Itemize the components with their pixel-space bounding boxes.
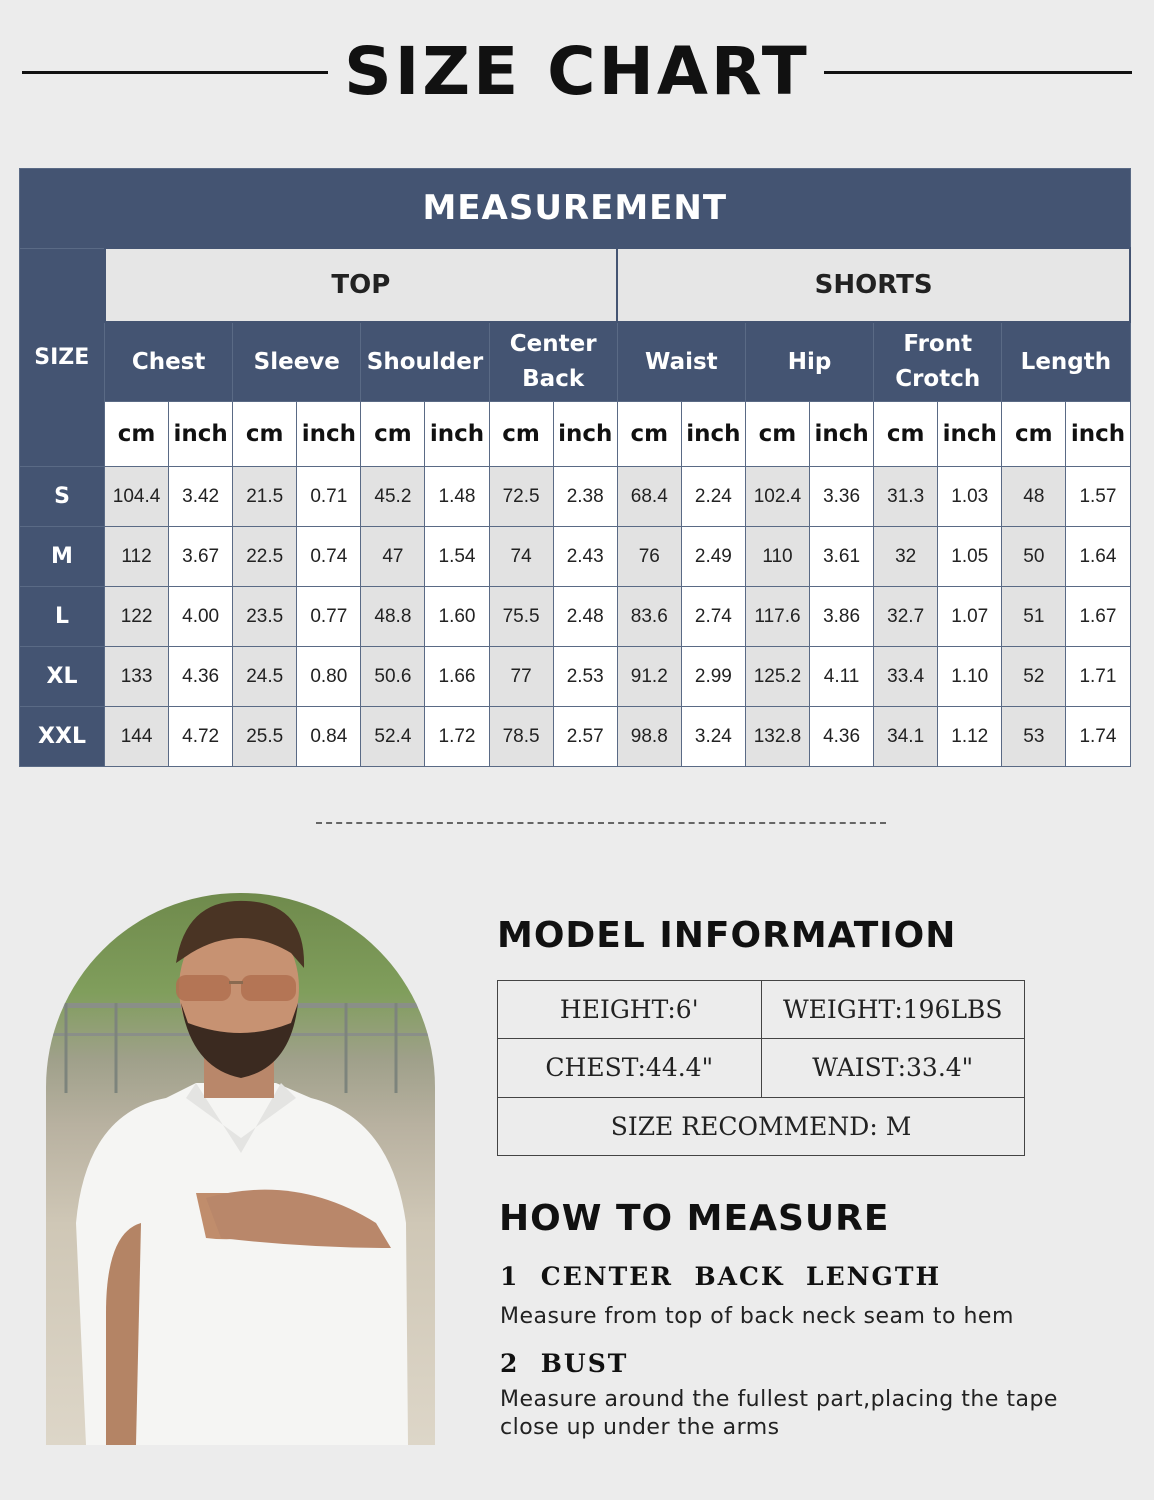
model-illustration xyxy=(46,893,435,1445)
table-row xyxy=(20,587,1131,647)
group-header-top: TOP xyxy=(105,248,618,322)
table-cell: 1.07 xyxy=(938,587,1002,647)
unit-header: inch xyxy=(169,402,233,467)
step-text: Measure from top of back neck seam to hem xyxy=(500,1304,1014,1329)
title-row xyxy=(0,30,1154,114)
unit-header: inch xyxy=(810,402,874,467)
table-cell: 1.66 xyxy=(425,647,489,707)
step-title: 1 CENTER BACK LENGTH xyxy=(500,1262,942,1291)
table-cell: 2.53 xyxy=(553,647,617,707)
table-cell: 104.4 xyxy=(105,467,169,527)
table-cell: 1.05 xyxy=(938,527,1002,587)
table-cell: 4.11 xyxy=(810,647,874,707)
table-cell: 3.24 xyxy=(681,707,745,767)
how-to-measure-title: HOW TO MEASURE xyxy=(499,1198,890,1239)
measure-header xyxy=(874,322,1002,402)
table-cell: 68.4 xyxy=(617,467,681,527)
table-cell: 3.61 xyxy=(810,527,874,587)
table-cell: 45.2 xyxy=(361,467,425,527)
table-cell: 4.00 xyxy=(169,587,233,647)
table-cell: 3.86 xyxy=(810,587,874,647)
table-cell: 52.4 xyxy=(361,707,425,767)
table-cell: 110 xyxy=(745,527,809,587)
step-title: 2 BUST xyxy=(500,1349,629,1378)
table-cell: 91.2 xyxy=(617,647,681,707)
measure-header: Sleeve xyxy=(233,322,361,402)
table-cell: 21.5 xyxy=(233,467,297,527)
table-cell: 3.42 xyxy=(169,467,233,527)
table-cell: 72.5 xyxy=(489,467,553,527)
table-cell: 23.5 xyxy=(233,587,297,647)
table-cell: 76 xyxy=(617,527,681,587)
table-cell: 24.5 xyxy=(233,647,297,707)
table-cell: 1.72 xyxy=(425,707,489,767)
table-cell: 2.38 xyxy=(553,467,617,527)
size-label: XL xyxy=(20,647,105,707)
table-cell: 133 xyxy=(105,647,169,707)
table-cell: 78.5 xyxy=(489,707,553,767)
table-cell: 53 xyxy=(1002,707,1066,767)
table-cell: 1.10 xyxy=(938,647,1002,707)
model-photo xyxy=(46,893,435,1445)
table-cell: 0.74 xyxy=(297,527,361,587)
table-cell: 4.36 xyxy=(169,647,233,707)
table-cell: 32 xyxy=(874,527,938,587)
table-cell: 1.64 xyxy=(1066,527,1130,587)
size-label: S xyxy=(20,467,105,527)
table-row xyxy=(20,467,1131,527)
table-cell: 22.5 xyxy=(233,527,297,587)
unit-header: inch xyxy=(681,402,745,467)
table-cell: 144 xyxy=(105,707,169,767)
measure-header-label: Center Back xyxy=(509,331,597,392)
size-column-header: SIZE xyxy=(20,248,105,467)
table-cell: 112 xyxy=(105,527,169,587)
measure-header: Chest xyxy=(105,322,233,402)
table-cell: 102.4 xyxy=(745,467,809,527)
unit-header: inch xyxy=(1066,402,1130,467)
table-cell: 83.6 xyxy=(617,587,681,647)
measure-header-label: Front Crotch xyxy=(895,331,981,392)
table-cell: 1.48 xyxy=(425,467,489,527)
measurement-header: MEASUREMENT xyxy=(20,169,1131,249)
unit-header: cm xyxy=(233,402,297,467)
table-cell: 74 xyxy=(489,527,553,587)
unit-header: cm xyxy=(1002,402,1066,467)
unit-header: inch xyxy=(425,402,489,467)
table-cell: 2.99 xyxy=(681,647,745,707)
table-cell: 32.7 xyxy=(874,587,938,647)
table-cell: 2.24 xyxy=(681,467,745,527)
model-weight: WEIGHT:196LBS xyxy=(761,981,1025,1039)
measure-header: Waist xyxy=(617,322,745,402)
size-label: M xyxy=(20,527,105,587)
table-cell: 2.49 xyxy=(681,527,745,587)
unit-header: cm xyxy=(617,402,681,467)
table-cell: 75.5 xyxy=(489,587,553,647)
model-height: HEIGHT:6' xyxy=(498,981,762,1039)
table-cell: 1.71 xyxy=(1066,647,1130,707)
unit-header: cm xyxy=(361,402,425,467)
unit-header: cm xyxy=(105,402,169,467)
table-cell: 3.36 xyxy=(810,467,874,527)
table-cell: 98.8 xyxy=(617,707,681,767)
table-cell: 48 xyxy=(1002,467,1066,527)
table-cell: 0.80 xyxy=(297,647,361,707)
table-row xyxy=(20,707,1131,767)
table-cell: 2.57 xyxy=(553,707,617,767)
table-cell: 50.6 xyxy=(361,647,425,707)
table-row xyxy=(20,647,1131,707)
unit-header: inch xyxy=(553,402,617,467)
size-label: XXL xyxy=(20,707,105,767)
table-cell: 33.4 xyxy=(874,647,938,707)
title-rule-right xyxy=(824,71,1132,74)
unit-header: cm xyxy=(745,402,809,467)
unit-header: inch xyxy=(297,402,361,467)
measure-header: Shoulder xyxy=(361,322,489,402)
dashed-divider xyxy=(316,822,886,824)
measure-header: Hip xyxy=(745,322,873,402)
table-cell: 52 xyxy=(1002,647,1066,707)
unit-header: inch xyxy=(938,402,1002,467)
table-cell: 2.74 xyxy=(681,587,745,647)
step-text: Measure around the fullest part,placing the tape close up under the arms xyxy=(500,1387,1058,1440)
table-cell: 1.67 xyxy=(1066,587,1130,647)
table-cell: 122 xyxy=(105,587,169,647)
table-cell: 4.36 xyxy=(810,707,874,767)
table-cell: 0.84 xyxy=(297,707,361,767)
table-cell: 77 xyxy=(489,647,553,707)
table-cell: 2.43 xyxy=(553,527,617,587)
model-info-table xyxy=(497,980,1025,1156)
size-label: L xyxy=(20,587,105,647)
table-cell: 34.1 xyxy=(874,707,938,767)
table-cell: 0.77 xyxy=(297,587,361,647)
table-cell: 1.74 xyxy=(1066,707,1130,767)
table-cell: 1.12 xyxy=(938,707,1002,767)
table-cell: 31.3 xyxy=(874,467,938,527)
table-cell: 1.03 xyxy=(938,467,1002,527)
table-cell: 4.72 xyxy=(169,707,233,767)
table-cell: 1.57 xyxy=(1066,467,1130,527)
table-cell: 2.48 xyxy=(553,587,617,647)
measure-header: Length xyxy=(1002,322,1130,402)
size-chart-table xyxy=(19,168,1131,767)
table-cell: 0.71 xyxy=(297,467,361,527)
measure-header xyxy=(489,322,617,402)
table-cell: 125.2 xyxy=(745,647,809,707)
model-info-title: MODEL INFORMATION xyxy=(497,915,957,956)
table-cell: 47 xyxy=(361,527,425,587)
table-cell: 25.5 xyxy=(233,707,297,767)
table-cell: 1.60 xyxy=(425,587,489,647)
table-cell: 50 xyxy=(1002,527,1066,587)
table-cell: 48.8 xyxy=(361,587,425,647)
table-row xyxy=(20,527,1131,587)
table-cell: 132.8 xyxy=(745,707,809,767)
model-chest: CHEST:44.4" xyxy=(498,1039,762,1097)
table-cell: 117.6 xyxy=(745,587,809,647)
model-waist: WAIST:33.4" xyxy=(761,1039,1025,1097)
table-cell: 51 xyxy=(1002,587,1066,647)
group-header-shorts: SHORTS xyxy=(617,248,1130,322)
table-cell: 1.54 xyxy=(425,527,489,587)
unit-header: cm xyxy=(489,402,553,467)
table-cell: 3.67 xyxy=(169,527,233,587)
page-title: SIZE CHART xyxy=(344,33,810,110)
unit-header: cm xyxy=(874,402,938,467)
size-recommend: SIZE RECOMMEND: M xyxy=(498,1097,1025,1155)
